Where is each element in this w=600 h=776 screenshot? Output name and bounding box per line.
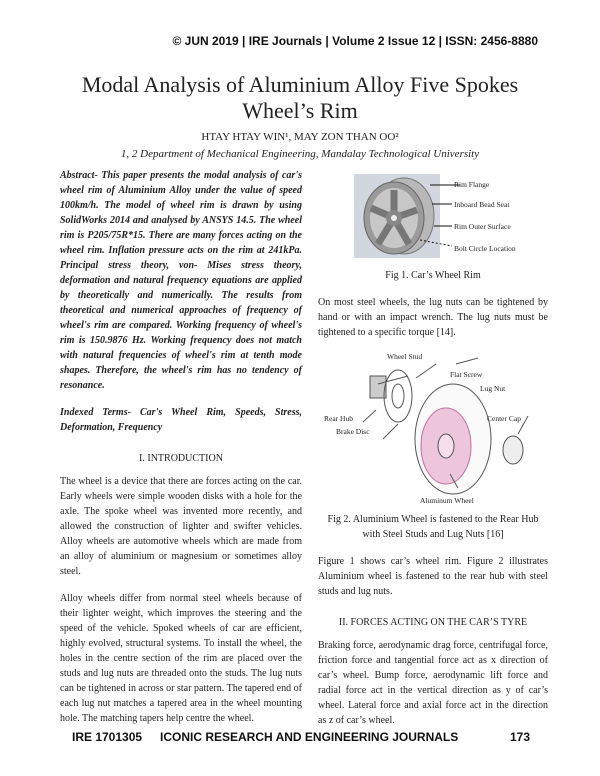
label-wheel-stud: Wheel Stud [387, 352, 423, 361]
title-line-2: Wheel’s Rim [242, 98, 358, 123]
journal-header: © JUN 2019 | IRE Journals | Volume 2 Issue 12 | ISSN: 2456-8880 [172, 34, 538, 48]
figure-1 [318, 174, 548, 264]
intro-paragraph-2: Alloy wheels differ from normal steel wheels because of their lighter weight, which improves the steering and the speed of the vehicle. Spoked wheels of car are efficient, highly evolved, structural systems. To install the wheel, the holes in the centre section of the rim are placed over the studs and lug nuts are threaded onto the studs. The lug nuts can be tightened in across or star pattern. The tapered end of each lug nut matches a tapered area in the wheel mounting hole. The matching tapers help centre the wheel. [60, 593, 302, 724]
label-bolt-circle-location: Bolt Circle Location [454, 244, 516, 253]
label-lug-nut: Lug Nut [480, 384, 506, 393]
affiliation: 1, 2 Department of Mechanical Engineering, Mandalay Technological University [120, 148, 480, 160]
label-rear-hub: Rear Hub [324, 414, 353, 423]
right-paragraph-1: On most steel wheels, the lug nuts can be tightened by hand or with an impact wrench. The lug nuts must be tightened to a specific torque [14]. [318, 297, 548, 338]
right-paragraph-3: Braking force, aerodynamic drag force, centrifugal force, friction force and tangential force act as x direction of car’s wheel. Bump force, aerodynamic lift force and radial force act in the vertical direction as y of car’s wheel. Lateral force and axial force act in the direction as z of car’s wheel. [318, 640, 548, 726]
paper-title [0, 72, 600, 124]
label-inboard-bead-seat: Inboard Bead Seat [454, 200, 510, 209]
label-center-cap: Center Cap [487, 414, 521, 423]
intro-paragraph-1: The wheel is a device that there are forces acting on the car. Early wheels were simple wooden disks with a hole for the axle. The spoke wheel was invented more recently, and allowed the construction of lighter and swifter vehicles. Alloy wheels are automotive wheels which are made from an alloy of aluminium or magnesium or sometimes alloy steel. [60, 476, 302, 577]
title-line-1: Modal Analysis of Aluminium Alloy Five Spokes [81, 72, 519, 97]
index-terms: Indexed Terms- Car's Wheel Rim, Speeds, Stress, Deformation, Frequency [60, 407, 302, 433]
footer-page-number: 173 [510, 730, 531, 744]
footer-paper-id: IRE 1701305 [72, 730, 143, 744]
right-paragraph-2: Figure 1 shows car’s wheel rim. Figure 2 illustrates Aluminium wheel is fastened to the rear hub with steel studs and lug nuts. [318, 556, 548, 597]
figure-1-caption: Fig 1. Car’s Wheel Rim [385, 270, 481, 281]
right-column [318, 168, 548, 728]
left-column [60, 168, 302, 726]
label-rim-outer-surface: Rim Outer Surface [454, 222, 511, 231]
figure-2-caption: Fig 2. Aluminium Wheel is fastened to the Rear Hub with Steel Studs and Lug Nuts [16] [327, 514, 539, 540]
section-heading-introduction: I. INTRODUCTION [139, 453, 223, 464]
authors: HTAY HTAY WIN¹, MAY ZON THAN OO² [201, 131, 399, 143]
section-heading-forces: II. FORCES ACTING ON THE CAR’S TYRE [338, 617, 528, 628]
abstract: Abstract- This paper presents the modal analysis of car's wheel rim of Aluminium Alloy under the value of speed 100km/h. The model of wheel rim is drawn by using SolidWorks 2014 and analysed by ANSYS 14.5. The wheel rim is P205/75R*15. There are many forces acting on the wheel rim. Inflation pressure acts on the rim at 241kPa. Principal stress theory, von- Mises stress theory, deformation and natural frequency equations are applied by theoretically and numerically. The results from theoretical and numerical approaches of frequency of wheel's rim are compared. Working frequency of wheel's rim is 150.9876 Hz. Working frequency does not match with natural frequencies of wheel's rim at tenth mode shapes. Therefore, the wheel's rim has no tendency of resonance. [60, 170, 302, 391]
label-brake-disc: Brake Disc [336, 427, 370, 436]
label-flat-screw: Flat Screw [450, 370, 483, 379]
label-aluminum-wheel: Aluminum Wheel [420, 496, 474, 505]
figure-2 [318, 350, 548, 508]
label-rim-flange: Rim Flange [454, 180, 490, 189]
footer-journal-name: ICONIC RESEARCH AND ENGINEERING JOURNALS [160, 730, 459, 744]
